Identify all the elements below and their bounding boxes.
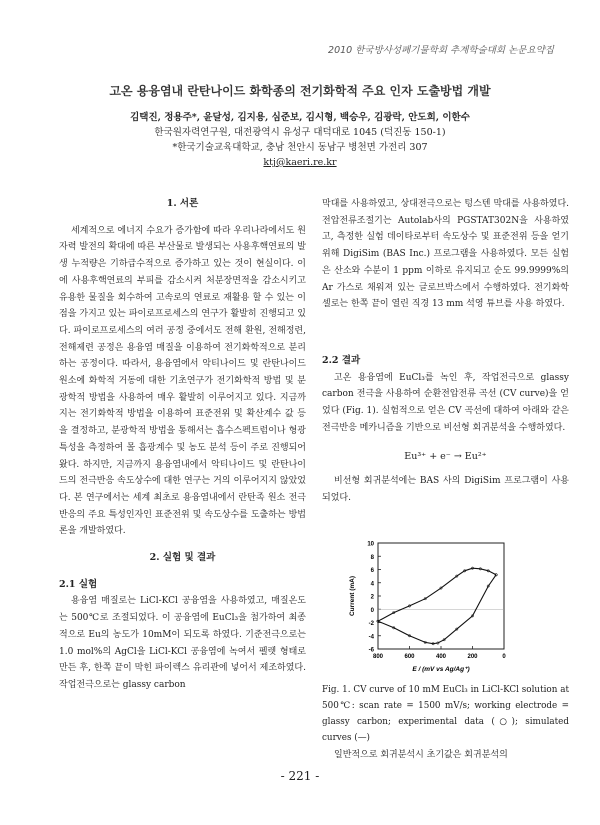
section-heading-methods: 2. 실험 및 결과: [149, 552, 216, 564]
y-tick-label: 0: [370, 607, 374, 614]
x-tick-label: 0: [502, 654, 506, 660]
y-tick-label: -6: [368, 647, 374, 654]
y-axis-label: Current (mA): [349, 575, 356, 617]
x-tick-label: 600: [404, 654, 415, 660]
author-email[interactable]: ktj@kaeri.re.kr: [263, 157, 337, 168]
figure-caption: Fig. 1. CV curve of 10 mM EuCl₃ in LiCl-KCl solution at 500℃: scan rate = 1500 mV/s; working electrode = glassy carbon; experimental data (○); simulated curves (—): [322, 685, 569, 743]
right-column: [322, 196, 569, 313]
x-tick-label: 800: [372, 654, 384, 660]
subsection-heading-results: 2.2 결과: [322, 355, 361, 366]
section-heading-intro: 1. 서론: [166, 198, 199, 209]
cv-curve-chart: [344, 537, 524, 677]
methods-paragraph-continued: 막대를 사용하였고, 상대전극으로는 텅스텐 막대를 사용하였다. 전압전류조절기는 Autolab사의 PGSTAT302N을 사용하였고, 측정한 실험 데이타로부터 속도상수 및 표준전위 등을 얻기 위해 DigiSim (BAS Inc.) 프로그램을 사용하였다. 모든 실험은 산소와 수분이 1 ppm 이하로 유지되고 순도 99.9999%의 Ar 가스로 채워져 있는 글로브박스에서 수행하였다. 전기화학 셀로는 한쪽 끝이 열린 직경 13 mm 석영 튜브를 사용 하였다.: [322, 199, 569, 310]
x-tick-label: 200: [467, 654, 478, 660]
y-tick-label: 6: [370, 568, 374, 574]
cv-simulated-curve-2: [378, 568, 496, 621]
methods-paragraph: 용융염 매질로는 LiCl-KCl 공융염을 사용하였고, 매질온도는 500℃로 조절되었다. 이 공융염에 EuCl₃을 첨가하여 최종적으로 Eu의 농도가 10mM이 되도록 하였다. 기준전극으로는 1.0 mol%의 AgCl을 LiCl-KCl 공융염에 녹여서 펠렛 형태로 만든 후, 한쪽 끝이 막힌 파이렉스 유리관에 넣어서 제조하였다. 작업전극으로는 glassy carbon: [59, 596, 306, 690]
y-tick-label: 2: [370, 594, 374, 601]
affiliation-1: 한국원자력연구원, 대전광역시 유성구 대덕대로 1045 (덕진동 150-1): [154, 127, 446, 138]
results-paragraph-2: 비선형 회귀분석에는 BAS 사의 DigiSim 프로그램이 사용되었다.: [322, 476, 569, 503]
subsection-heading-experiment: 2.1 실험: [59, 578, 98, 590]
y-tick-label: 10: [367, 541, 374, 548]
results-paragraph: 고온 용융염에 EuCl₃를 녹인 후, 작업전극으로 glassy carbon 전극을 사용하여 순환전압전류 곡선 (CV curve)을 얻었다 (Fig. 1). 실험적으로 얻은 CV 곡선에 대하여 아래와 같은 전극반응 메카니즘을 기반으로 비선형 회귀분석을 수행하였다.: [322, 372, 569, 433]
x-axis-label: E / (mV vs Ag/Ag⁺): [412, 666, 470, 673]
y-tick-label: 4: [370, 581, 374, 588]
affiliation-2: *한국기술교육대학교, 충남 천안시 동남구 병천면 가전리 307: [172, 142, 428, 153]
author-names: 김택진, 정용주*, 윤달성, 김지용, 심준보, 김시형, 백승우, 김광락, 안도희, 이한수: [130, 112, 470, 123]
intro-paragraph: 세계적으로 에너지 수요가 증가함에 따라 우리나라에서도 원자력 발전의 확대에 따른 부산물로 발생되는 사용후핵연료의 발생 누적량은 기하급수적으로 증가하고 있는 것이 현실이다. 이에 사용후핵연료의 부피를 감소시켜 처분장면적을 감소시키고 유용한 물질을 회수하여 고속로의 연료로 재활용 할 수 있는 이점을 가지고 있는 파이로프로세스의 연구가 활발히 진행되고 있다. 파이로프로세스의 여러 공정 중에서도 전해 환원, 전해정련, 전해제련 공정은 용융염 매질을 이용하여 전기화학적으로 분리하는 공정이다. 따라서, 용융염에서 악티나이드 및 란탄나이드 원소에 화학적 거동에 대한 기초연구가 전기화학적 방법 및 분광학적 방법을 사용하여 매우 활발히 이루어지고 있다. 지금까지는 전기화학적 방법을 이용하여 표준전위 및 확산계수 값 등을 결정하고, 분광학적 방법을 통해서는 흡수스펙트럼이나 형광특성을 측정하여 몰 흡광계수 및 농도 분석 등이 주로 진행되어 왔다. 하지만, 지금까지 용융염내에서 악티나이드 및 란탄나이드의 전극반응 속도상수에 대한 연구는 거의 이루어지지 않았었다. 본 연구에서는 세계 최초로 용융염내에서 란탄족 원소 전극반응의 주요 특성인자인 표준전위 및 속도상수를 도출하는 방법론을 개발하였다.: [59, 225, 306, 537]
y-tick-label: 8: [370, 554, 374, 561]
results-column: [322, 353, 569, 507]
after-figure-text: 일반적으로 회귀분석시 초기값은 회귀분석의: [334, 750, 508, 760]
page-number: - 221 -: [280, 769, 320, 783]
reaction-equation: Eu³⁺ + e⁻ → Eu²⁺: [404, 450, 487, 462]
x-tick-label: 400: [435, 654, 447, 660]
conference-header: 2010 한국방사성폐기물학회 추계학술대회 논문요약집: [328, 45, 554, 56]
paper-title: 고온 용융염내 란탄나이드 화학종의 전기화학적 주요 인자 도출방법 개발: [109, 84, 491, 98]
plot-frame: [378, 543, 504, 649]
y-tick-label: -2: [368, 621, 374, 627]
y-tick-label: -4: [368, 634, 374, 641]
left-column: [59, 196, 306, 694]
author-block: [0, 110, 600, 170]
